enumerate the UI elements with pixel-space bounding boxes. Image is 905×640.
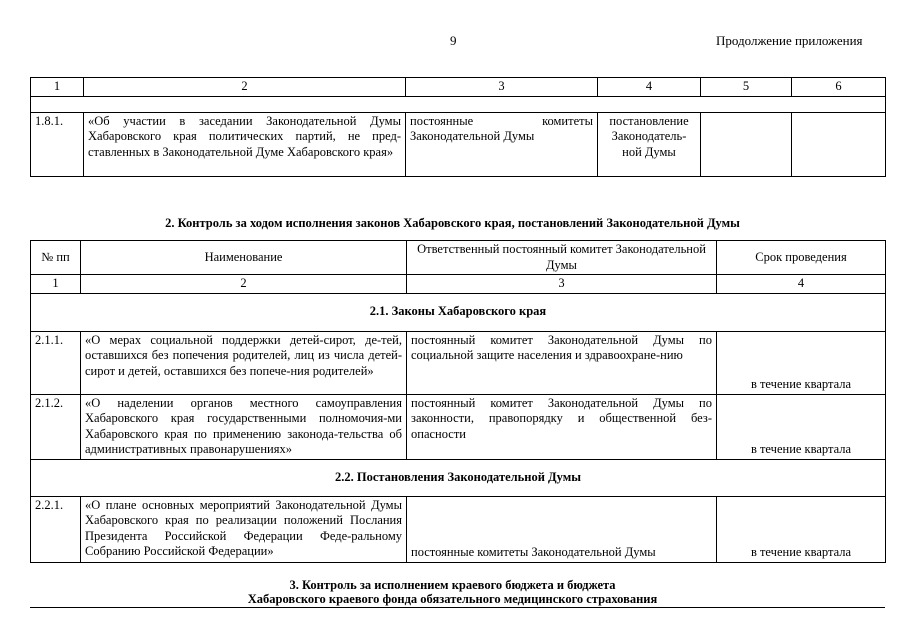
section-2-title: 2. Контроль за ходом исполнения законов Хабаровского края, постановлений Законодательной Думы: [165, 216, 740, 230]
row-name: «О наделении органов местного самоуправления Хабаровского края государственными полномочия-ми Хабаровского края по применению законода-тельства об административных правонарушениях»: [81, 394, 407, 459]
column-number-1: 1: [31, 78, 84, 97]
column-number-2: 2: [84, 78, 406, 97]
row-number: 2.1.2.: [31, 394, 81, 459]
table-row: [31, 496, 886, 562]
column-number-4: 4: [598, 78, 701, 97]
footer-divider: [30, 607, 885, 608]
row-name: «О мерах социальной поддержки детей-сирот, де-тей, оставшихся без попечения родителей, лиц из числа детей-сирот и детей, оставшихся без попече-ния родителей»: [81, 331, 407, 394]
row-form: постановление Законодатель-ной Думы: [598, 112, 701, 176]
header-term: Срок проведения: [717, 241, 886, 275]
section-3-title-line-2: Хабаровского краевого фонда обязательного медицинского страхования: [247, 592, 658, 606]
row-cell-6: [792, 112, 886, 176]
row-term: в течение квартала: [717, 394, 886, 459]
continuation-table: [30, 77, 886, 177]
row-responsible: постоянный комитет Законодательной Думы по законности, правопорядку и общественной без-опасности: [407, 394, 717, 459]
row-responsible: постоянный комитет Законодательной Думы по социальной защите населения и здравоохране-нию: [407, 331, 717, 394]
row-cell-5: [701, 112, 792, 176]
header-number: № пп: [31, 241, 81, 275]
column-number-2: 2: [81, 275, 407, 294]
table-row: [31, 394, 886, 459]
table-row: [31, 112, 886, 176]
subsection-resolutions: 2.2. Постановления Законодательной Думы: [31, 459, 886, 496]
column-number-3: 3: [406, 78, 598, 97]
section-3-title-line-1: 3. Контроль за исполнением краевого бюджета и бюджета: [289, 578, 616, 592]
column-number-6: 6: [792, 78, 886, 97]
page-number: 9: [450, 33, 457, 48]
section-3-title: [0, 578, 905, 606]
header-responsible: Ответственный постоянный комитет Законодательной Думы: [407, 241, 717, 275]
row-term: в течение квартала: [717, 331, 886, 394]
row-number: 2.1.1.: [31, 331, 81, 394]
row-term: в течение квартала: [717, 496, 886, 562]
table-row: [31, 331, 886, 394]
row-name: «О плане основных мероприятий Законодательной Думы Хабаровского края по реализации положений Послания Президента Российской Федерации Феде-ральному Собранию Российской Федерации»: [81, 496, 407, 562]
spacer-row: [31, 96, 886, 112]
column-number-1: 1: [31, 275, 81, 294]
row-name: «Об участии в заседании Законодательной Думы Хабаровского края политических партий, не пред-ставленных в Законодательной Думе Хабаровского края»: [84, 112, 406, 176]
row-responsible: постоянные комитеты Законодательной Думы: [406, 112, 598, 176]
subsection-laws: 2.1. Законы Хабаровского края: [31, 293, 886, 331]
header-name: Наименование: [81, 241, 407, 275]
column-number-3: 3: [407, 275, 717, 294]
column-number-4: 4: [717, 275, 886, 294]
column-number-5: 5: [701, 78, 792, 97]
control-table: [30, 240, 886, 563]
row-number: 1.8.1.: [31, 112, 84, 176]
row-number: 2.2.1.: [31, 496, 81, 562]
continuation-note: Продолжение приложения: [716, 33, 863, 48]
row-responsible: постоянные комитеты Законодательной Думы: [407, 496, 717, 562]
